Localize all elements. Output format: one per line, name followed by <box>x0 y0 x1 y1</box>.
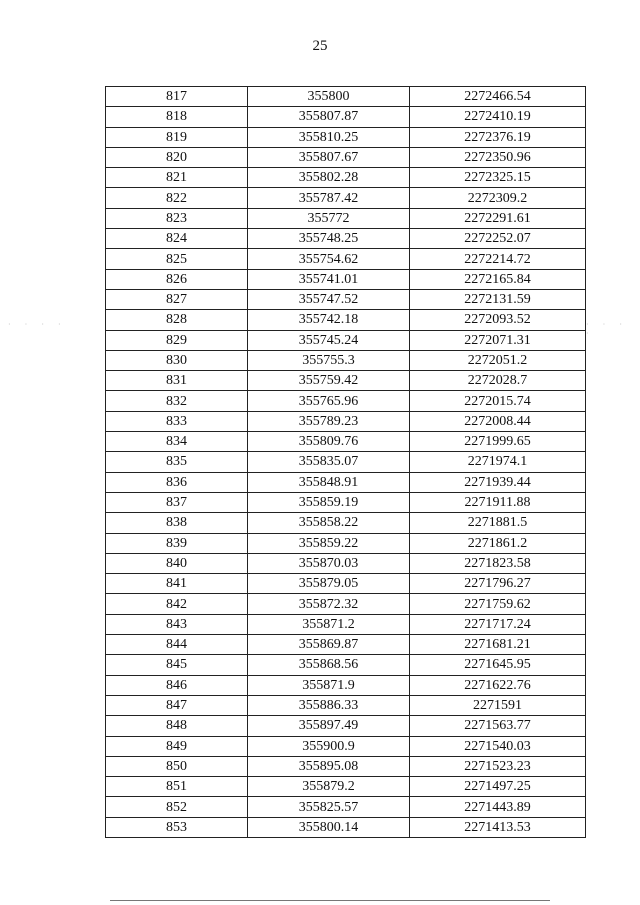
point-number-cell: 840 <box>106 553 248 573</box>
point-number-cell: 847 <box>106 695 248 715</box>
point-number-cell: 838 <box>106 513 248 533</box>
point-number-cell: 821 <box>106 168 248 188</box>
table-row <box>106 655 586 675</box>
x-coordinate-cell: 355895.08 <box>248 756 410 776</box>
point-number-cell: 832 <box>106 391 248 411</box>
table-row <box>106 614 586 634</box>
y-coordinate-cell: 2272376.19 <box>410 127 586 147</box>
coordinates-table-container <box>105 86 585 838</box>
point-number-cell: 844 <box>106 635 248 655</box>
point-number-cell: 846 <box>106 675 248 695</box>
y-coordinate-cell: 2272165.84 <box>410 269 586 289</box>
table-row <box>106 817 586 837</box>
table-row <box>106 371 586 391</box>
point-number-cell: 822 <box>106 188 248 208</box>
table-row <box>106 736 586 756</box>
point-number-cell: 830 <box>106 350 248 370</box>
point-number-cell: 823 <box>106 208 248 228</box>
table-row <box>106 289 586 309</box>
scan-edge-line <box>110 900 550 901</box>
x-coordinate-cell: 355789.23 <box>248 411 410 431</box>
x-coordinate-cell: 355879.2 <box>248 777 410 797</box>
x-coordinate-cell: 355825.57 <box>248 797 410 817</box>
point-number-cell: 848 <box>106 716 248 736</box>
table-row <box>106 411 586 431</box>
x-coordinate-cell: 355872.32 <box>248 594 410 614</box>
y-coordinate-cell: 2272008.44 <box>410 411 586 431</box>
y-coordinate-cell: 2272291.61 <box>410 208 586 228</box>
y-coordinate-cell: 2272350.96 <box>410 147 586 167</box>
x-coordinate-cell: 355742.18 <box>248 310 410 330</box>
y-coordinate-cell: 2272466.54 <box>410 87 586 107</box>
x-coordinate-cell: 355868.56 <box>248 655 410 675</box>
y-coordinate-cell: 2271939.44 <box>410 472 586 492</box>
table-row <box>106 269 586 289</box>
point-number-cell: 839 <box>106 533 248 553</box>
point-number-cell: 836 <box>106 472 248 492</box>
point-number-cell: 827 <box>106 289 248 309</box>
point-number-cell: 841 <box>106 574 248 594</box>
table-row <box>106 675 586 695</box>
point-number-cell: 853 <box>106 817 248 837</box>
table-row <box>106 777 586 797</box>
x-coordinate-cell: 355870.03 <box>248 553 410 573</box>
y-coordinate-cell: 2271823.58 <box>410 553 586 573</box>
point-number-cell: 833 <box>106 411 248 431</box>
y-coordinate-cell: 2271861.2 <box>410 533 586 553</box>
table-row <box>106 188 586 208</box>
x-coordinate-cell: 355869.87 <box>248 635 410 655</box>
x-coordinate-cell: 355800.14 <box>248 817 410 837</box>
y-coordinate-cell: 2272410.19 <box>410 107 586 127</box>
table-row <box>106 452 586 472</box>
table-row <box>106 350 586 370</box>
table-row <box>106 695 586 715</box>
point-number-cell: 837 <box>106 492 248 512</box>
x-coordinate-cell: 355871.2 <box>248 614 410 634</box>
point-number-cell: 842 <box>106 594 248 614</box>
x-coordinate-cell: 355879.05 <box>248 574 410 594</box>
table-row <box>106 472 586 492</box>
x-coordinate-cell: 355741.01 <box>248 269 410 289</box>
y-coordinate-cell: 2271911.88 <box>410 492 586 512</box>
x-coordinate-cell: 355897.49 <box>248 716 410 736</box>
x-coordinate-cell: 355747.52 <box>248 289 410 309</box>
y-coordinate-cell: 2271759.62 <box>410 594 586 614</box>
table-row <box>106 87 586 107</box>
scan-artifact-left: · · · · <box>8 320 67 329</box>
x-coordinate-cell: 355886.33 <box>248 695 410 715</box>
y-coordinate-cell: 2272214.72 <box>410 249 586 269</box>
table-row <box>106 574 586 594</box>
table-row <box>106 513 586 533</box>
y-coordinate-cell: 2271796.27 <box>410 574 586 594</box>
coordinates-table-body <box>106 87 586 838</box>
x-coordinate-cell: 355810.25 <box>248 127 410 147</box>
table-row <box>106 553 586 573</box>
x-coordinate-cell: 355858.22 <box>248 513 410 533</box>
x-coordinate-cell: 355772 <box>248 208 410 228</box>
y-coordinate-cell: 2271645.95 <box>410 655 586 675</box>
y-coordinate-cell: 2272028.7 <box>410 371 586 391</box>
coordinates-table <box>105 86 586 838</box>
y-coordinate-cell: 2272325.15 <box>410 168 586 188</box>
point-number-cell: 845 <box>106 655 248 675</box>
x-coordinate-cell: 355848.91 <box>248 472 410 492</box>
point-number-cell: 831 <box>106 371 248 391</box>
page-number: 25 <box>312 38 328 54</box>
point-number-cell: 824 <box>106 229 248 249</box>
point-number-cell: 825 <box>106 249 248 269</box>
y-coordinate-cell: 2271540.03 <box>410 736 586 756</box>
table-row <box>106 391 586 411</box>
point-number-cell: 820 <box>106 147 248 167</box>
table-row <box>106 310 586 330</box>
table-row <box>106 127 586 147</box>
x-coordinate-cell: 355765.96 <box>248 391 410 411</box>
table-row <box>106 432 586 452</box>
table-row <box>106 147 586 167</box>
y-coordinate-cell: 2272015.74 <box>410 391 586 411</box>
table-row <box>106 594 586 614</box>
table-row <box>106 168 586 188</box>
x-coordinate-cell: 355809.76 <box>248 432 410 452</box>
table-row <box>106 330 586 350</box>
y-coordinate-cell: 2272093.52 <box>410 310 586 330</box>
x-coordinate-cell: 355900.9 <box>248 736 410 756</box>
y-coordinate-cell: 2271974.1 <box>410 452 586 472</box>
point-number-cell: 819 <box>106 127 248 147</box>
x-coordinate-cell: 355787.42 <box>248 188 410 208</box>
point-number-cell: 829 <box>106 330 248 350</box>
x-coordinate-cell: 355859.19 <box>248 492 410 512</box>
y-coordinate-cell: 2271497.25 <box>410 777 586 797</box>
y-coordinate-cell: 2271881.5 <box>410 513 586 533</box>
y-coordinate-cell: 2271443.89 <box>410 797 586 817</box>
y-coordinate-cell: 2271681.21 <box>410 635 586 655</box>
y-coordinate-cell: 2271622.76 <box>410 675 586 695</box>
y-coordinate-cell: 2272309.2 <box>410 188 586 208</box>
y-coordinate-cell: 2271999.65 <box>410 432 586 452</box>
y-coordinate-cell: 2272071.31 <box>410 330 586 350</box>
table-row <box>106 635 586 655</box>
x-coordinate-cell: 355800 <box>248 87 410 107</box>
point-number-cell: 843 <box>106 614 248 634</box>
x-coordinate-cell: 355748.25 <box>248 229 410 249</box>
table-row <box>106 107 586 127</box>
x-coordinate-cell: 355745.24 <box>248 330 410 350</box>
x-coordinate-cell: 355754.62 <box>248 249 410 269</box>
y-coordinate-cell: 2271413.53 <box>410 817 586 837</box>
point-number-cell: 849 <box>106 736 248 756</box>
scan-artifact-right: · · · · <box>586 320 628 338</box>
point-number-cell: 852 <box>106 797 248 817</box>
x-coordinate-cell: 355871.9 <box>248 675 410 695</box>
table-row <box>106 208 586 228</box>
table-row <box>106 229 586 249</box>
table-row <box>106 797 586 817</box>
x-coordinate-cell: 355835.07 <box>248 452 410 472</box>
table-row <box>106 716 586 736</box>
table-row <box>106 249 586 269</box>
point-number-cell: 818 <box>106 107 248 127</box>
y-coordinate-cell: 2271717.24 <box>410 614 586 634</box>
point-number-cell: 817 <box>106 87 248 107</box>
y-coordinate-cell: 2272131.59 <box>410 289 586 309</box>
y-coordinate-cell: 2271523.23 <box>410 756 586 776</box>
table-row <box>106 533 586 553</box>
point-number-cell: 834 <box>106 432 248 452</box>
point-number-cell: 828 <box>106 310 248 330</box>
x-coordinate-cell: 355759.42 <box>248 371 410 391</box>
x-coordinate-cell: 355802.28 <box>248 168 410 188</box>
y-coordinate-cell: 2272051.2 <box>410 350 586 370</box>
table-row <box>106 756 586 776</box>
x-coordinate-cell: 355807.87 <box>248 107 410 127</box>
y-coordinate-cell: 2271563.77 <box>410 716 586 736</box>
y-coordinate-cell: 2271591 <box>410 695 586 715</box>
point-number-cell: 826 <box>106 269 248 289</box>
x-coordinate-cell: 355859.22 <box>248 533 410 553</box>
y-coordinate-cell: 2272252.07 <box>410 229 586 249</box>
table-row <box>106 492 586 512</box>
point-number-cell: 835 <box>106 452 248 472</box>
point-number-cell: 851 <box>106 777 248 797</box>
point-number-cell: 850 <box>106 756 248 776</box>
x-coordinate-cell: 355807.67 <box>248 147 410 167</box>
x-coordinate-cell: 355755.3 <box>248 350 410 370</box>
